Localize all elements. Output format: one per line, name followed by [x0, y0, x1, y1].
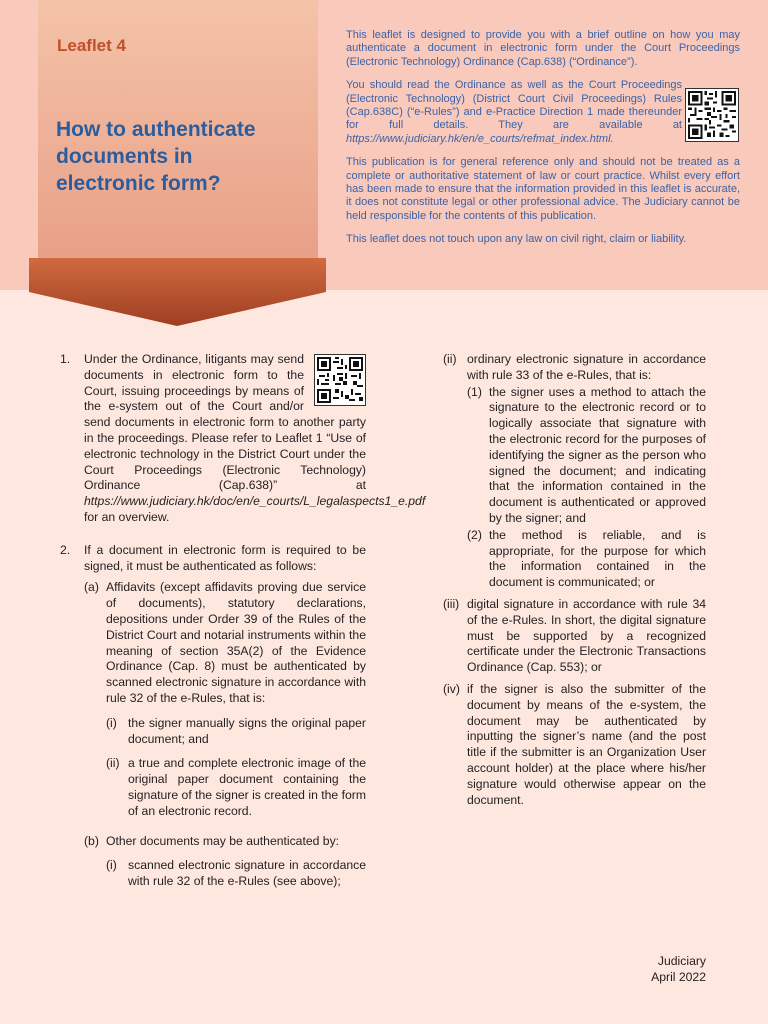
item-1-tail: for an overview. — [84, 509, 170, 524]
left-column — [60, 352, 426, 890]
intro-paragraph-3: This publication is for general reference only and should not be treated as a complete or authoritative statement of law or court practice. Whilst every effort has been made to ensure that the information provided in this leaflet is accurate, it does not constitute legal or other professional advice. The Judiciary cannot be held responsible for the contents of this publication. — [346, 156, 740, 222]
item-2-number: 2. — [60, 542, 71, 557]
item-2a — [60, 580, 366, 706]
banner-chevron — [29, 258, 326, 326]
item-1-text: Under the Ordinance, litigants may send documents in electronic form to the Court, issuing proceedings by means of the e-system out of the Court and/or send documents in electronic form to another party in the proceedings. Please refer to Leaflet 1 “Use of electronic technology in the District Court under the Court Proceedings (Electronic Technology) Ordinance (Cap.638)” at — [84, 352, 366, 493]
item-2a-ii-text: a true and complete electronic image of the original paper document containing the signature of the signer is created in the form of an electronic record. — [128, 756, 366, 818]
item-2b-ii-2 — [443, 528, 706, 591]
intro-paragraph-4: This leaflet does not touch upon any law on civil right, claim or liability. — [346, 233, 687, 246]
item-2a-number: (a) — [84, 580, 99, 595]
leaflet-number: Leaflet 4 — [57, 36, 126, 55]
footer-org: Judiciary — [657, 954, 706, 968]
intro-paragraph-2-text: You should read the Ordinance as well as the Court Proceedings (Electronic Technology) (District Court Civil Proceedings) Rules (Cap.638C) (“e-Rules”) and e-Practice Direction 1 made thereunder for full details. They are available at — [346, 79, 682, 132]
qr-code-leaflet-1[interactable] — [314, 354, 366, 406]
item-2a-i — [60, 716, 366, 748]
intro-paragraph-1: This leaflet is designed to provide you with a brief outline on how you may authenticate a document in electronic form under the Court Proceedings (Electronic Technology) Ordinance (Cap.638) (“Ordinance”). — [346, 29, 740, 68]
right-column — [443, 352, 706, 808]
item-2b-iii-text: digital signature in accordance with rule 34 of the e-Rules. In short, the digital signature must be supported by a recognized certificate under the Electronic Transactions Ordinance (Cap. 553); or — [467, 596, 706, 675]
item-2b-ii-2-number: (2) — [467, 527, 482, 542]
qr-code-icon — [315, 355, 365, 405]
item-1-number: 1. — [60, 352, 71, 366]
item-2b-iii-number: (iii) — [443, 596, 460, 611]
page-title: How to authenticate documents in electronic form? — [56, 118, 256, 195]
qr-code-icon — [686, 89, 738, 141]
item-2b-i-text: scanned electronic signature in accordance with rule 32 of the e-Rules (see above); — [128, 858, 366, 889]
item-2a-ii — [60, 756, 366, 819]
item-2b-iv — [443, 682, 706, 808]
intro-text — [346, 29, 740, 257]
footer — [651, 953, 706, 985]
item-2b-ii-2-text: the method is reliable, and is appropriate, for the purpose for which the information contained in the document is communicated; or — [489, 527, 706, 590]
item-2a-text: Affidavits (except affidavits proving due service of documents), statutory declarations, depositions under Order 39 of the Rules of the District Court and notarial instruments within the meaning of section 35A(2) of the Evidence Ordinance (Cap. 8) must be authenticated by scanned electronic signature in accordance with rule 32 of the e-Rules, that is: — [106, 580, 366, 705]
qr-code-refmat[interactable] — [685, 88, 739, 142]
item-2b-ii-1 — [443, 385, 706, 527]
item-2b-number: (b) — [84, 833, 99, 848]
item-2b-i — [60, 858, 366, 890]
item-2b — [60, 834, 366, 850]
item-2b-ii — [443, 352, 706, 384]
item-1 — [60, 352, 426, 526]
item-2-text: If a document in electronic form is required to be signed, it must be authenticated as follows: — [84, 542, 366, 573]
item-2b-iv-number: (iv) — [443, 681, 460, 696]
item-2b-ii-1-number: (1) — [467, 384, 482, 399]
intro-paragraph-2 — [346, 79, 682, 146]
item-2a-ii-number: (ii) — [106, 756, 120, 771]
item-2b-ii-1-text: the signer uses a method to attach the signature to the electronic record or to logically associate that signature with the electronic record for the purposes of identifying the signer as the person who signed the document; and indicating that the information contained in the document is authenticated or approved by the signer; and — [489, 384, 706, 525]
footer-date: April 2022 — [651, 970, 706, 984]
item-2 — [60, 543, 366, 575]
refmat-link[interactable]: https://www.judiciary.hk/en/e_courts/refmat_index.html. — [346, 132, 614, 145]
leaflet-1-link[interactable]: https://www.judiciary.hk/doc/en/e_courts/L_legalaspects1_e.pdf — [84, 494, 426, 509]
item-2b-i-number: (i) — [106, 858, 117, 873]
item-2b-iv-text: if the signer is also the submitter of the document by means of the e-system, the document may be authenticated by inputting the signer’s name (and the post title if the submitter is an Organization User account holder) at the place where his/her signature would otherwise appear on the document. — [467, 681, 706, 807]
item-2b-ii-text: ordinary electronic signature in accordance with rule 33 of the e-Rules, that is: — [467, 352, 706, 382]
item-2a-i-number: (i) — [106, 715, 117, 730]
item-2a-i-text: the signer manually signs the original paper document; and — [128, 715, 366, 746]
item-2b-text: Other documents may be authenticated by: — [106, 833, 340, 848]
item-2b-ii-number: (ii) — [443, 352, 457, 366]
item-2b-iii — [443, 597, 706, 676]
